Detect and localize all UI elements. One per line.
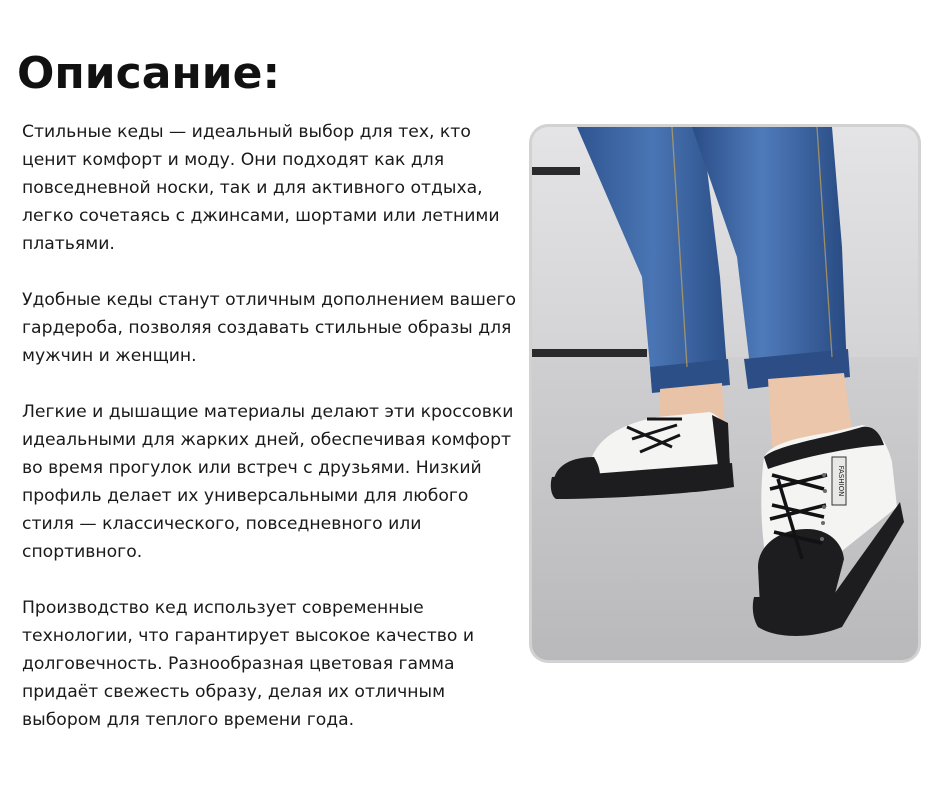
sneakers-illustration bbox=[532, 127, 918, 660]
description-text bbox=[22, 118, 522, 762]
description-paragraph-2: Удобные кеды станут отличным дополнением вашего гардероба, позволяя создавать стильные образы для мужчин и женщин. bbox=[22, 290, 517, 366]
description-paragraph-1: Стильные кеды — идеальный выбор для тех, кто ценит комфорт и моду. Они подходят как для повседневной носки, так и для активного отдыха, легко сочетаясь с джинсами, шортами или летними платьями. bbox=[22, 122, 500, 254]
description-paragraph-4: Производство кед использует современные технологии, что гарантирует высокое качество и долговечность. Разнообразная цветовая гамма придаёт свежесть образу, делая их отличным выбором для теплого времени года. bbox=[22, 598, 474, 730]
brand-tag-label: FASHION bbox=[837, 465, 845, 497]
product-photo bbox=[532, 127, 918, 660]
description-paragraph-3: Легкие и дышащие материалы делают эти кроссовки идеальными для жарких дней, обеспечивая комфорт во время прогулок или встреч с друзьями. Низкий профиль делает их универсальными для любого стиля — классического, повседневного или спортивного. bbox=[22, 402, 514, 562]
furniture-shelf bbox=[532, 349, 647, 357]
furniture-bar bbox=[532, 167, 580, 175]
page-title: Описание: bbox=[17, 48, 281, 99]
